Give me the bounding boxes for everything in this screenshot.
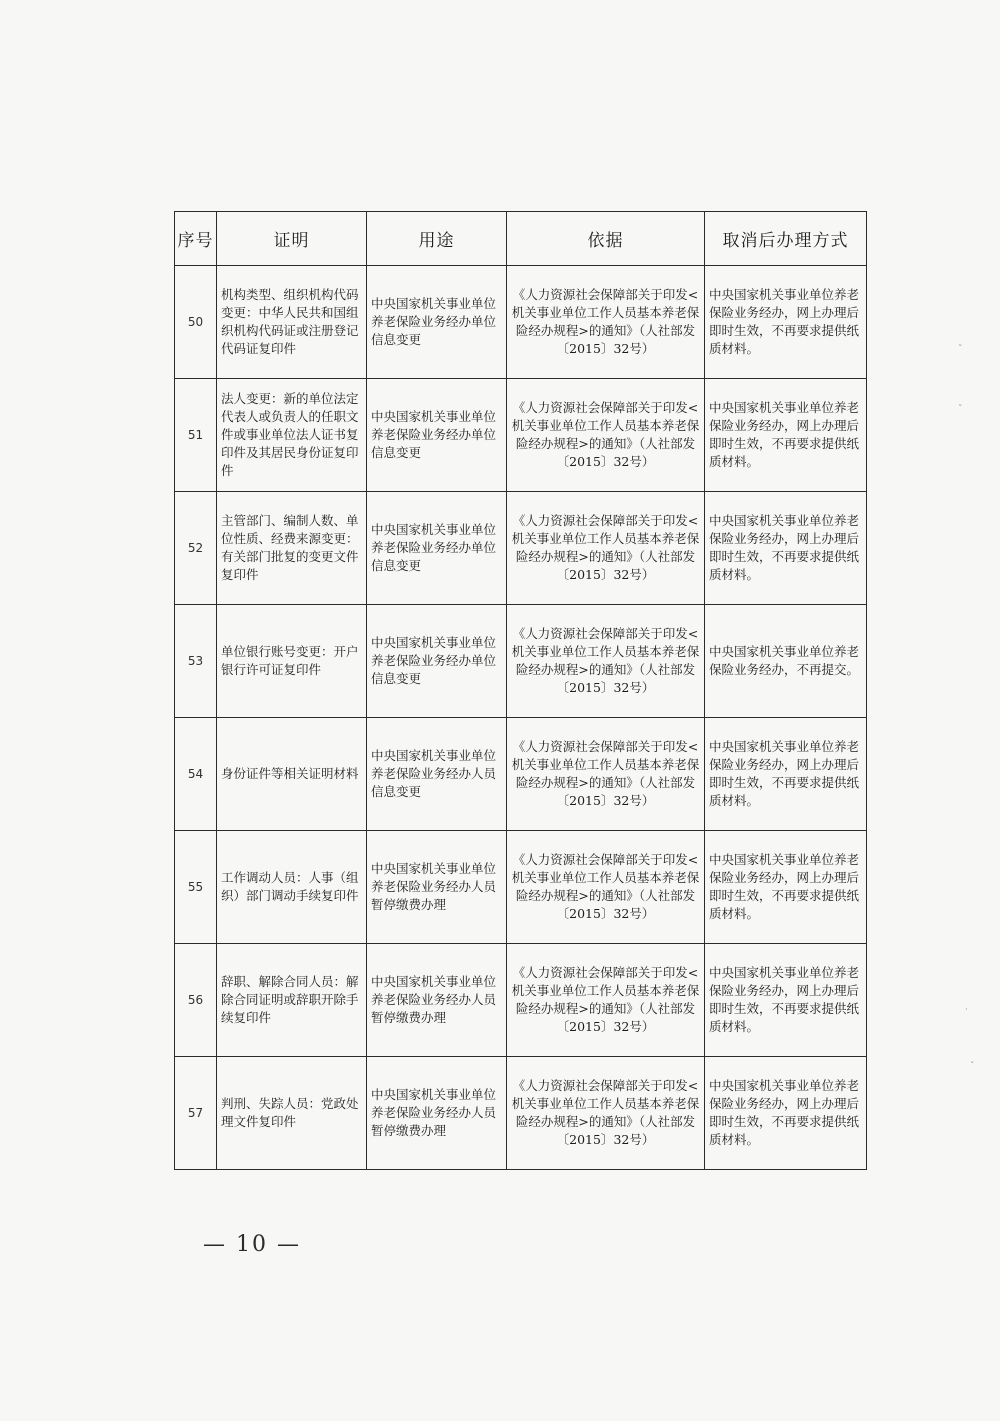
table-row	[175, 718, 867, 831]
row-number: 52	[175, 492, 217, 605]
row-basis: 《人力资源社会保障部关于印发<机关事业单位工作人员基本养老保险经办规程>的通知》（人社部发〔2015〕32号）	[507, 1057, 705, 1170]
row-purpose: 中央国家机关事业单位养老保险业务经办单位信息变更	[367, 492, 507, 605]
row-certificate: 身份证件等相关证明材料	[217, 718, 367, 831]
row-number: 55	[175, 831, 217, 944]
table-row	[175, 944, 867, 1057]
row-purpose: 中央国家机关事业单位养老保险业务经办单位信息变更	[367, 605, 507, 718]
row-method: 中央国家机关事业单位养老保险业务经办，网上办理后即时生效，不再要求提供纸质材料。	[705, 831, 867, 944]
row-method: 中央国家机关事业单位养老保险业务经办，网上办理后即时生效，不再要求提供纸质材料。	[705, 718, 867, 831]
row-certificate: 辞职、解除合同人员：解除合同证明或辞职开除手续复印件	[217, 944, 367, 1057]
row-certificate: 单位银行账号变更：开户银行许可证复印件	[217, 605, 367, 718]
row-basis: 《人力资源社会保障部关于印发<机关事业单位工作人员基本养老保险经办规程>的通知》（人社部发〔2015〕32号）	[507, 492, 705, 605]
row-purpose: 中央国家机关事业单位养老保险业务经办单位信息变更	[367, 379, 507, 492]
row-number: 56	[175, 944, 217, 1057]
header-certificate: 证明	[217, 212, 367, 266]
certificate-table	[174, 211, 867, 1170]
row-purpose: 中央国家机关事业单位养老保险业务经办人员暂停缴费办理	[367, 944, 507, 1057]
row-purpose: 中央国家机关事业单位养老保险业务经办人员暂停缴费办理	[367, 831, 507, 944]
table-row	[175, 831, 867, 944]
scan-speck: ·	[965, 1005, 968, 1015]
table-row	[175, 605, 867, 718]
row-certificate: 判刑、失踪人员：党政处理文件复印件	[217, 1057, 367, 1170]
table-row	[175, 379, 867, 492]
header-method: 取消后办理方式	[705, 212, 867, 266]
scan-speck: ˇ	[958, 345, 963, 355]
row-basis: 《人力资源社会保障部关于印发<机关事业单位工作人员基本养老保险经办规程>的通知》（人社部发〔2015〕32号）	[507, 831, 705, 944]
scan-speck: ˇ	[970, 1062, 975, 1072]
header-basis: 依据	[507, 212, 705, 266]
row-basis: 《人力资源社会保障部关于印发<机关事业单位工作人员基本养老保险经办规程>的通知》（人社部发〔2015〕32号）	[507, 944, 705, 1057]
row-certificate: 法人变更：新的单位法定代表人或负责人的任职文件或事业单位法人证书复印件及其居民身份证复印件	[217, 379, 367, 492]
row-certificate: 主管部门、编制人数、单位性质、经费来源变更：有关部门批复的变更文件复印件	[217, 492, 367, 605]
page-number: — 10 —	[203, 1232, 301, 1257]
row-purpose: 中央国家机关事业单位养老保险业务经办人员信息变更	[367, 718, 507, 831]
row-basis: 《人力资源社会保障部关于印发<机关事业单位工作人员基本养老保险经办规程>的通知》（人社部发〔2015〕32号）	[507, 379, 705, 492]
row-method: 中央国家机关事业单位养老保险业务经办，网上办理后即时生效，不再要求提供纸质材料。	[705, 944, 867, 1057]
table-header-row	[175, 212, 867, 266]
row-certificate: 工作调动人员：人事（组织）部门调动手续复印件	[217, 831, 367, 944]
header-number: 序号	[175, 212, 217, 266]
row-method: 中央国家机关事业单位养老保险业务经办，网上办理后即时生效，不再要求提供纸质材料。	[705, 492, 867, 605]
row-method: 中央国家机关事业单位养老保险业务经办，不再提交。	[705, 605, 867, 718]
row-certificate: 机构类型、组织机构代码变更：中华人民共和国组织机构代码证或注册登记代码证复印件	[217, 266, 367, 379]
row-purpose: 中央国家机关事业单位养老保险业务经办人员暂停缴费办理	[367, 1057, 507, 1170]
row-number: 51	[175, 379, 217, 492]
row-basis: 《人力资源社会保障部关于印发<机关事业单位工作人员基本养老保险经办规程>的通知》（人社部发〔2015〕32号）	[507, 605, 705, 718]
row-method: 中央国家机关事业单位养老保险业务经办，网上办理后即时生效，不再要求提供纸质材料。	[705, 379, 867, 492]
row-basis: 《人力资源社会保障部关于印发<机关事业单位工作人员基本养老保险经办规程>的通知》（人社部发〔2015〕32号）	[507, 718, 705, 831]
row-number: 53	[175, 605, 217, 718]
row-number: 57	[175, 1057, 217, 1170]
scan-speck: ˇ	[958, 405, 963, 415]
document-table-container	[174, 211, 866, 1170]
table-row	[175, 492, 867, 605]
header-purpose: 用途	[367, 212, 507, 266]
row-number: 50	[175, 266, 217, 379]
row-basis: 《人力资源社会保障部关于印发<机关事业单位工作人员基本养老保险经办规程>的通知》（人社部发〔2015〕32号）	[507, 266, 705, 379]
row-method: 中央国家机关事业单位养老保险业务经办，网上办理后即时生效，不再要求提供纸质材料。	[705, 1057, 867, 1170]
table-row	[175, 266, 867, 379]
table-row	[175, 1057, 867, 1170]
row-purpose: 中央国家机关事业单位养老保险业务经办单位信息变更	[367, 266, 507, 379]
row-number: 54	[175, 718, 217, 831]
row-method: 中央国家机关事业单位养老保险业务经办，网上办理后即时生效，不再要求提供纸质材料。	[705, 266, 867, 379]
